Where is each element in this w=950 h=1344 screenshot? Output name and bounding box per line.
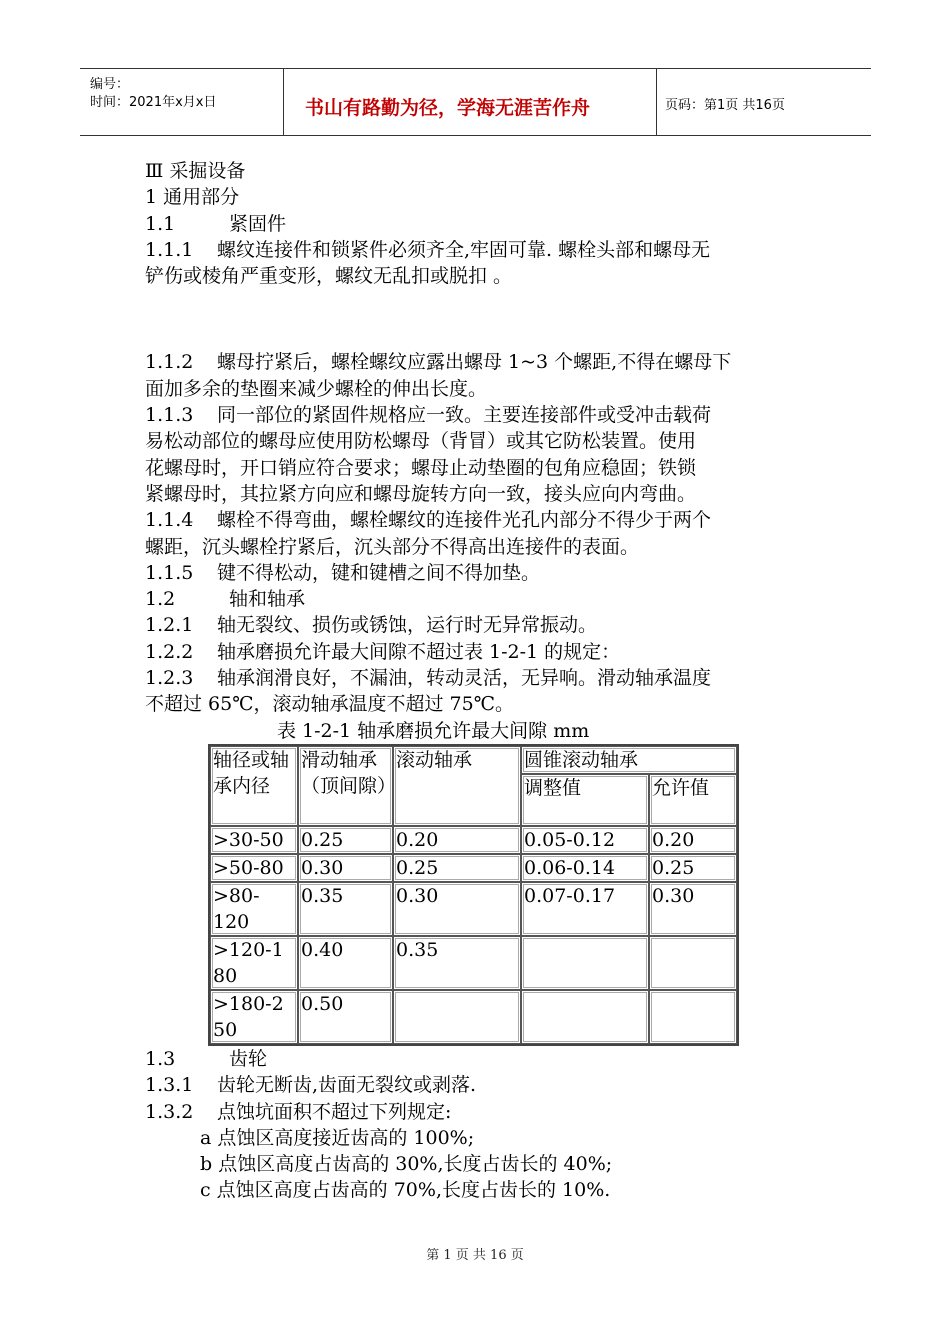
- para-1-1-4-cont: 螺距，沉头螺栓拧紧后，沉头部分不得高出连接件的表面。: [145, 535, 640, 558]
- para-1-1-2: 1.1.2 螺母拧紧后，螺栓螺纹应露出螺母 1~3 个螺距,不得在螺母下: [145, 351, 732, 374]
- page-info: 页码：第1页 共16页: [665, 98, 785, 113]
- heading-1-2: 1.2 轴和轴承: [145, 588, 306, 611]
- cell-rolling: 0.30: [393, 882, 521, 936]
- cell-text: >120-180: [213, 938, 284, 987]
- cell-diameter: [210, 936, 298, 990]
- cell-allow: 0.30: [649, 882, 737, 936]
- para-1-1-2-cont: 面加多余的垫圈来减少螺栓的伸出长度。: [145, 377, 488, 400]
- para-1-2-3-cont: 不超过 65℃，滚动轴承温度不超过 75℃。: [145, 693, 514, 716]
- time-label: 时间：2021年x月x日: [90, 95, 217, 110]
- cell-adjust: 0.05-0.12: [521, 826, 649, 854]
- cell-text: >180-250: [213, 992, 284, 1041]
- cell-diameter: >80-120: [210, 882, 298, 936]
- para-1-2-3: 1.2.3 轴承润滑良好，不漏油，转动灵活，无异响。滑动轴承温度: [145, 667, 712, 690]
- cell-allow: 0.20: [649, 826, 737, 854]
- heading-1-3: 1.3 齿轮: [145, 1047, 268, 1070]
- cell-rolling: 0.25: [393, 854, 521, 882]
- header-text: 滑动轴承（顶间隙）: [301, 748, 397, 797]
- cell-sliding: 0.50: [298, 990, 393, 1044]
- section-title: Ⅲ 采掘设备: [145, 160, 246, 182]
- col-header-diameter: [210, 746, 298, 826]
- list-item-b: b 点蚀区高度占齿高的 30%,长度占齿长的 40%;: [200, 1153, 613, 1176]
- para-1-3-2: 1.3.2 点蚀坑面积不超过下列规定:: [145, 1100, 452, 1123]
- cell-diameter: >50-80: [210, 854, 298, 882]
- cell-diameter: >30-50: [210, 826, 298, 854]
- header-text: 轴径或轴承内径: [213, 748, 290, 797]
- page-footer: 第 1 页 共 16 页: [426, 1248, 524, 1263]
- heading-1-1: 1.1 紧固件: [145, 212, 287, 235]
- cell-sliding: 0.30: [298, 854, 393, 882]
- part-title: 1 通用部分: [145, 186, 240, 209]
- list-item-c: c 点蚀区高度占齿高的 70%,长度占齿长的 10%.: [200, 1179, 611, 1202]
- cell-rolling: 0.35: [393, 936, 521, 990]
- cell-adjust: 0.06-0.14: [521, 854, 649, 882]
- table-caption: 表 1-2-1 轴承磨损允许最大间隙 mm: [277, 719, 590, 742]
- cell-adjust: 0.07-0.17: [521, 882, 649, 936]
- col-header-adjust: 调整值: [521, 774, 649, 826]
- para-1-1-1: 1.1.1 螺纹连接件和锁紧件必须齐全,牢固可靠. 螺栓头部和螺母无: [145, 238, 711, 261]
- list-item-a: a 点蚀区高度接近齿高的 100%;: [200, 1126, 475, 1149]
- cell-adjust: [521, 990, 649, 1044]
- para-1-1-3-cont: 易松动部位的螺母应使用防松螺母（背冒）或其它防松装置。使用: [145, 430, 697, 453]
- spacer: [145, 289, 805, 349]
- para-1-1-1-cont: 铲伤或棱角严重变形，螺纹无乱扣或脱扣 。: [145, 265, 513, 288]
- header-page-cell: [657, 69, 871, 135]
- para-1-1-5: 1.1.5 键不得松动，键和键槽之间不得加垫。: [145, 561, 541, 584]
- para-1-2-2: 1.2.2 轴承磨损允许最大间隙不超过表 1-2-1 的规定：: [145, 640, 621, 663]
- bearing-clearance-table: [208, 744, 739, 1046]
- cell-rolling: [393, 990, 521, 1044]
- cell-allow: 0.25: [649, 854, 737, 882]
- para-1-1-3: 1.1.3 同一部位的紧固件规格应一致。主要连接部件或受冲击载荷: [145, 404, 712, 427]
- table-header-row: [210, 746, 737, 774]
- cell-sliding: 0.35: [298, 882, 393, 936]
- cell-allow: [649, 990, 737, 1044]
- cell-sliding: 0.25: [298, 826, 393, 854]
- table-row: [210, 854, 737, 882]
- number-label: 编号：: [90, 77, 130, 92]
- cell-rolling: 0.20: [393, 826, 521, 854]
- cell-adjust: [521, 936, 649, 990]
- para-1-1-3-cont: 花螺母时，开口销应符合要求；螺母止动垫圈的包角应稳固；铁锁: [145, 456, 697, 479]
- cell-allow: [649, 936, 737, 990]
- para-1-3-1: 1.3.1 齿轮无断齿,齿面无裂纹或剥落.: [145, 1074, 477, 1097]
- cell-diameter: [210, 990, 298, 1044]
- header-meta: [80, 69, 284, 135]
- table-row: [210, 882, 737, 936]
- col-header-sliding: [298, 746, 397, 826]
- table-row: [210, 826, 737, 854]
- col-header-rolling: 滚动轴承: [393, 746, 521, 826]
- table-row: [210, 990, 737, 1044]
- table-row: [210, 936, 737, 990]
- col-header-tapered: 圆锥滚动轴承: [521, 746, 737, 774]
- motto: 书山有路勤为径，学海无涯苦作舟: [305, 97, 591, 119]
- para-1-1-4: 1.1.4 螺栓不得弯曲，螺栓螺纹的连接件光孔内部分不得少于两个: [145, 509, 712, 532]
- document-body: [145, 158, 805, 1204]
- header-motto-cell: [283, 69, 657, 135]
- page-header: [80, 68, 871, 136]
- cell-sliding: 0.40: [298, 936, 393, 990]
- para-1-1-3-cont: 紧螺母时，其拉紧方向应和螺母旋转方向一致，接头应向内弯曲。: [145, 482, 697, 505]
- col-header-allow: 允许值: [649, 774, 737, 826]
- para-1-2-1: 1.2.1 轴无裂纹、损伤或锈蚀，运行时无异常振动。: [145, 614, 598, 637]
